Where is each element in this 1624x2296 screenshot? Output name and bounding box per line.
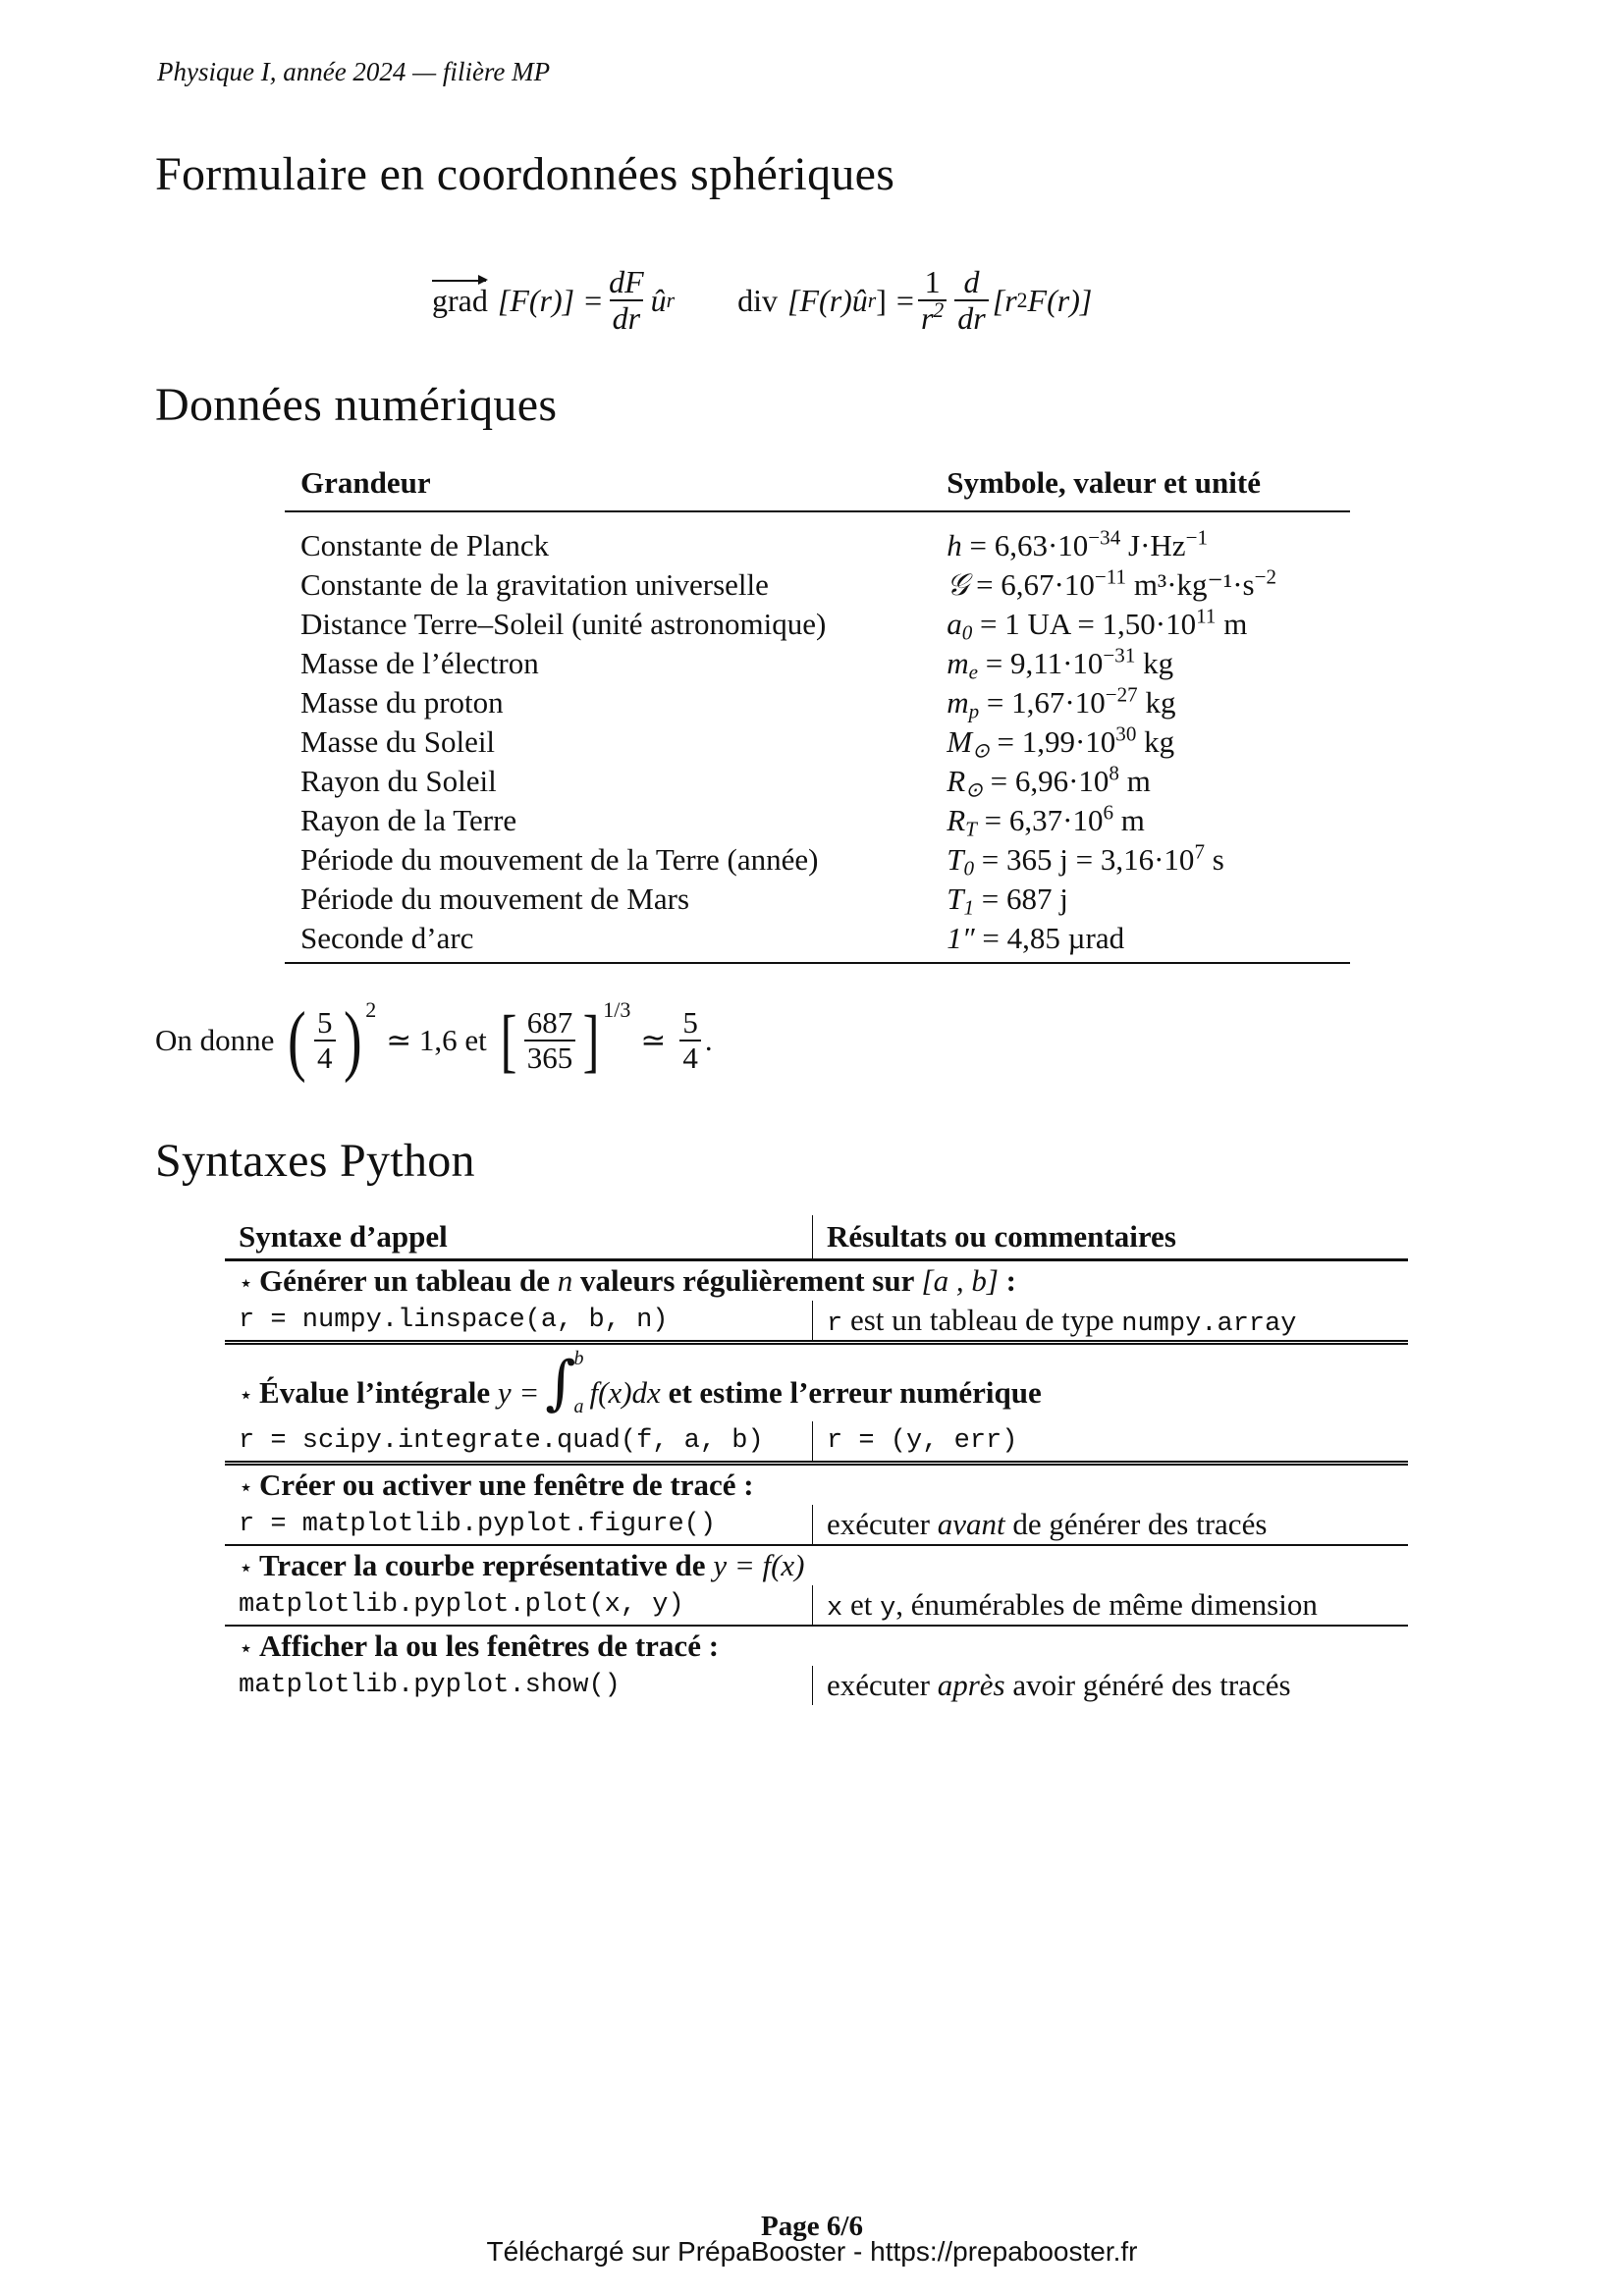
table-row-linspace bbox=[225, 1301, 1408, 1343]
group-title-show: ⋆ Afficher la ou les fenêtres de tracé : bbox=[239, 1629, 720, 1663]
quantity-value: $m_p = 1,67\cdot 10^{-27}$ kg bbox=[947, 682, 1176, 723]
table-row bbox=[285, 919, 1350, 963]
gradient-formula: grad [F(r)] = $\frac{dF}{dr}$ û r bbox=[432, 264, 676, 337]
table-row bbox=[285, 644, 1350, 683]
quantity-name: Seconde d’arc bbox=[285, 919, 931, 963]
code-quad: r = scipy.integrate.quad(f, a, b) bbox=[225, 1421, 813, 1464]
given-prefix: On donne bbox=[155, 1023, 275, 1057]
given-fraction-2 bbox=[524, 1006, 576, 1075]
right-bracket: ] bbox=[582, 1001, 600, 1080]
given-f3-num: 5 bbox=[682, 1004, 698, 1040]
constants-table bbox=[285, 459, 1350, 964]
comment-show: exécuter après avoir généré des tracés bbox=[827, 1668, 1291, 1702]
grad-unit-vector: û bbox=[650, 282, 667, 318]
div-operator: div bbox=[737, 282, 779, 318]
grad-denominator: dr bbox=[610, 299, 643, 336]
given-f3-den: 4 bbox=[679, 1040, 701, 1075]
table-row bbox=[285, 722, 1350, 762]
table-row bbox=[285, 840, 1350, 880]
left-paren: ( bbox=[288, 997, 307, 1084]
group-title-plot: ⋆ Tracer la courbe représentative de y = f(x) bbox=[239, 1548, 805, 1582]
table-row-figure bbox=[225, 1505, 1408, 1545]
comment-linspace: r est un tableau de type numpy.array bbox=[827, 1302, 1297, 1339]
given-f2-den: 365 bbox=[524, 1040, 576, 1075]
quantity-value: $h = 6,63\cdot 10^{-34}$ $J\cdot Hz^{-1}$ bbox=[947, 525, 1208, 562]
running-header: Physique I, année 2024 — filière MP bbox=[157, 57, 551, 86]
comment-figure: exécuter avant de générer des tracés bbox=[827, 1507, 1268, 1541]
given-fraction-3 bbox=[679, 1006, 701, 1075]
quantity-name: Distance Terre–Soleil (unité astronomique) bbox=[300, 607, 827, 641]
given-approximations bbox=[155, 997, 713, 1084]
quantity-name: Constante de Planck bbox=[300, 528, 550, 562]
given-f2-num: 687 bbox=[526, 1004, 573, 1040]
quantity-name: Période du mouvement de la Terre (année) bbox=[300, 842, 819, 877]
given-end: . bbox=[704, 1023, 713, 1057]
div-frac2-denominator: dr bbox=[954, 299, 988, 336]
quantity-name: Rayon de la Terre bbox=[300, 803, 517, 837]
div-frac2-numerator: d bbox=[963, 264, 980, 299]
column-header-symbole: Symbole, valeur et unité bbox=[931, 459, 1350, 511]
table-header-row bbox=[285, 459, 1350, 511]
star-icon: ⋆ bbox=[239, 1556, 254, 1581]
given-f1-den: 4 bbox=[314, 1040, 336, 1075]
div-frac1-denominator: $r^2$ bbox=[918, 299, 947, 336]
formula-row bbox=[432, 265, 1092, 336]
quantity-name: Constante de la gravitation universelle bbox=[300, 567, 769, 602]
table-row-quad bbox=[225, 1421, 1408, 1464]
star-icon: ⋆ bbox=[239, 1383, 254, 1409]
given-f2-exp: 1/3 bbox=[603, 997, 631, 1022]
code-plot: matplotlib.pyplot.plot(x, y) bbox=[225, 1585, 813, 1626]
given-f1-exp: 2 bbox=[365, 997, 377, 1022]
table-row bbox=[285, 511, 1350, 565]
div-bracket-open: [r bbox=[992, 282, 1017, 318]
constants-body bbox=[285, 511, 1350, 963]
quantity-value: $m_e = 9,11\cdot 10^{-31}$ kg bbox=[947, 643, 1174, 684]
div-fraction-2 bbox=[954, 265, 988, 336]
star-icon: ⋆ bbox=[239, 1636, 254, 1662]
section-title-formulaire: Formulaire en coordonnées sphériques bbox=[155, 148, 895, 200]
left-bracket: [ bbox=[500, 1001, 517, 1080]
code-linspace: r = numpy.linspace(a, b, n) bbox=[225, 1301, 813, 1343]
group-title-figure: ⋆ Créer ou activer une fenêtre de tracé : bbox=[239, 1468, 754, 1502]
div-frac1-numerator: 1 bbox=[924, 264, 941, 299]
quantity-name: Période du mouvement de Mars bbox=[300, 881, 690, 916]
table-row-plot bbox=[225, 1585, 1408, 1626]
quantity-value: $a_0 = 1$ UA = $1,50\cdot 10^{11}$ m bbox=[947, 604, 1248, 645]
quantity-name: Rayon du Soleil bbox=[300, 764, 497, 798]
given-fraction-1 bbox=[314, 1006, 336, 1075]
grad-argument: [F(r)] bbox=[497, 282, 575, 318]
python-table-header bbox=[225, 1215, 1408, 1260]
table-row bbox=[285, 605, 1350, 644]
grad-numerator: dF bbox=[609, 264, 644, 299]
group-title-quad: ⋆ Évalue l’intégrale y = ∫ b a f(x)dx et estime l’erreur numérique bbox=[239, 1348, 1042, 1417]
integral-sign: ∫ b a bbox=[545, 1348, 584, 1417]
div-argument: [F(r)û bbox=[787, 282, 868, 318]
comment-plot: x et y, énumérables de même dimension bbox=[827, 1586, 1318, 1624]
right-paren: ) bbox=[343, 997, 362, 1084]
table-row bbox=[285, 683, 1350, 722]
column-header-grandeur: Grandeur bbox=[285, 459, 931, 511]
given-approx-1: ≃ 1,6 et bbox=[386, 1023, 487, 1057]
code-figure: r = matplotlib.pyplot.figure() bbox=[225, 1505, 813, 1545]
quantity-value: $R_⊙ = 6,96\cdot 10^8$ m bbox=[947, 761, 1151, 802]
quantity-value: 1″ = 4,85 µrad bbox=[931, 919, 1350, 963]
grad-operator: grad bbox=[432, 282, 488, 318]
quantity-name: Masse du proton bbox=[300, 685, 504, 720]
star-icon: ⋆ bbox=[239, 1271, 254, 1297]
page-number: Page 6/6 bbox=[761, 2211, 863, 2242]
column-header-syntaxe: Syntaxe d’appel bbox=[225, 1215, 813, 1260]
section-title-python: Syntaxes Python bbox=[155, 1135, 475, 1187]
grad-fraction bbox=[606, 265, 647, 336]
table-row bbox=[285, 880, 1350, 919]
quantity-value: 𝒢 = $6,67\cdot 10^{-11}$ $m^3\cdot kg^{-1}\cdot s^{-2}$ bbox=[947, 563, 1277, 602]
grad-equals: = bbox=[584, 282, 603, 318]
column-header-resultats: Résultats ou commentaires bbox=[827, 1219, 1176, 1254]
python-syntax-table bbox=[225, 1215, 1408, 1705]
div-bracket-rest: F(r)] bbox=[1027, 282, 1093, 318]
download-notice: Téléchargé sur PrépaBooster - https://prepabooster.fr bbox=[486, 2236, 1138, 2267]
group-title-linspace: ⋆ Générer un tableau de n valeurs régulièrement sur [a , b] : bbox=[239, 1263, 1016, 1298]
quantity-value: $T_0 = 365$ $j = 3,16\cdot 10^7$ s bbox=[947, 839, 1224, 881]
star-icon: ⋆ bbox=[239, 1475, 254, 1501]
div-argument-close: ] bbox=[876, 282, 887, 318]
quantity-name: Masse du Soleil bbox=[300, 724, 496, 759]
table-row-show bbox=[225, 1666, 1408, 1705]
quantity-value: $R_T = 6,37\cdot 10^6$ m bbox=[947, 800, 1145, 841]
comment-quad: r = (y, err) bbox=[827, 1426, 1018, 1456]
quantity-value: $M_⊙ = 1,99\cdot 10^{30}$ kg bbox=[947, 721, 1175, 763]
table-row bbox=[285, 565, 1350, 605]
quantity-value: $T_1 = 687$ j bbox=[947, 881, 1068, 920]
table-row bbox=[285, 801, 1350, 840]
given-f1-num: 5 bbox=[317, 1004, 333, 1040]
table-row bbox=[285, 762, 1350, 801]
section-title-donnees: Données numériques bbox=[155, 379, 558, 431]
quantity-name: Masse de l’électron bbox=[300, 646, 539, 680]
given-approx-2: ≃ bbox=[640, 1023, 667, 1057]
div-fraction-1 bbox=[918, 265, 947, 336]
div-equals: = bbox=[895, 282, 914, 318]
divergence-formula: div [F(r)û r ] = $\frac{1}{r^2}$ $\frac{d}{dr}$ [r 2 F(r)] bbox=[737, 264, 1093, 337]
code-show: matplotlib.pyplot.show() bbox=[225, 1666, 813, 1705]
